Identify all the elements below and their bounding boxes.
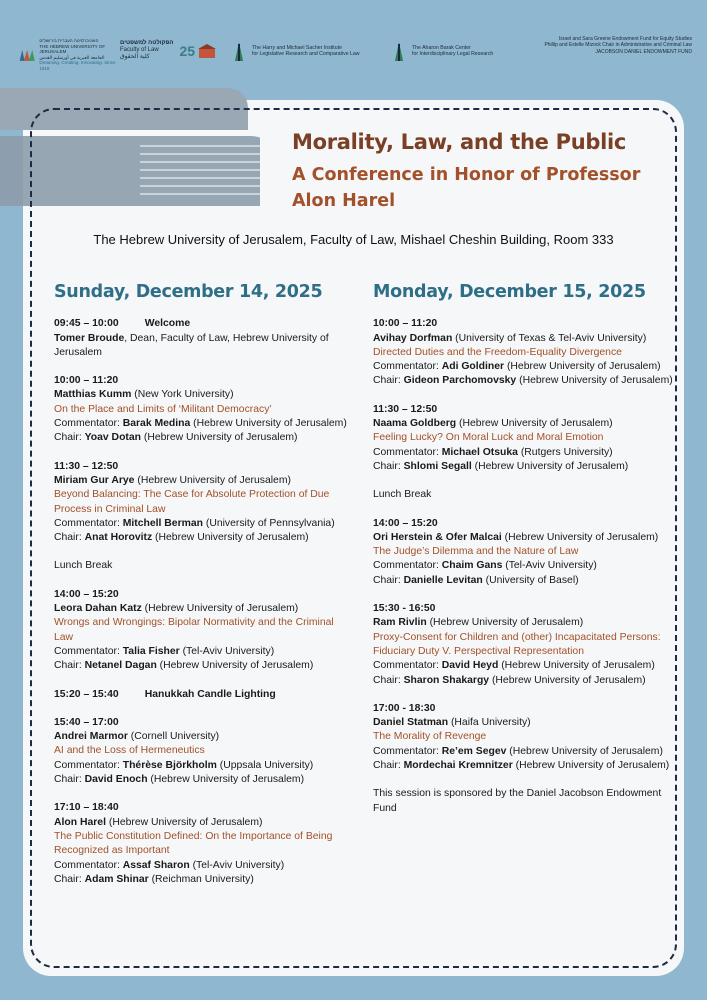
day-column-monday <box>373 282 673 830</box>
commentator-line <box>373 360 673 374</box>
talk-title: The Public Constitution Defined: On the Importance of Being Recognized as Important <box>54 830 333 857</box>
commentator-name: Re’em Segev <box>441 745 507 757</box>
commentator-name: Barak Medina <box>122 418 191 430</box>
chair-affiliation: (Hebrew University of Jerusalem) <box>141 432 298 444</box>
logo-line: האוניברסיטה העברית בירושלים <box>39 38 99 43</box>
session-block <box>54 801 354 887</box>
day-title: Monday, December 15, 2025 <box>373 282 646 302</box>
chair-name: Adam Shinar <box>84 873 149 885</box>
talk-title: Directed Duties and the Freedom-Equality Divergence <box>373 346 622 358</box>
center-emblem-icon <box>392 40 406 62</box>
commentator-label: Commentator: <box>54 759 123 771</box>
chair-affiliation: (Hebrew University of Jerusalem) <box>489 674 646 686</box>
logo-line: Phillip and Estelle Mizock Chair in Administrative and Criminal Law <box>544 42 692 49</box>
title-block <box>292 130 692 214</box>
venue: The Hebrew University of Jerusalem, Faculty of Law, Mishael Cheshin Building, Room 333 <box>93 232 614 247</box>
session-block <box>54 716 354 787</box>
chair-line <box>373 574 673 588</box>
session-block <box>54 460 354 546</box>
chair-label: Chair: <box>373 760 404 772</box>
time-range: 15:20 – 15:40 <box>54 688 119 700</box>
chair-line <box>373 374 673 388</box>
session-block <box>373 787 673 816</box>
chair-label: Chair: <box>54 660 85 672</box>
chair-line <box>54 659 354 673</box>
commentator-name: Adi Goldiner <box>441 361 505 373</box>
commentator-line <box>373 559 673 573</box>
day-column-sunday <box>54 282 354 901</box>
commentator-affiliation: (Tel-Aviv University) <box>189 859 285 871</box>
event-detail <box>54 332 354 361</box>
commentator-affiliation: (Uppsala University) <box>216 759 314 771</box>
institute-emblem-icon <box>232 40 246 62</box>
commentator-line <box>54 517 354 531</box>
building-icon <box>197 43 217 59</box>
commentator-affiliation: (Hebrew University of Jerusalem) <box>504 361 661 373</box>
talk-title: AI and the Loss of Hermeneutics <box>54 745 205 757</box>
commentator-name: Michael Otsuka <box>441 446 518 458</box>
commentator-line <box>54 759 354 773</box>
commentator-affiliation: (University of Pennsylvania) <box>202 517 335 529</box>
speaker-line <box>373 332 673 346</box>
speaker-line <box>54 602 354 616</box>
chair-affiliation: (Hebrew University of Jerusalem) <box>512 760 670 772</box>
speaker-name: Alon Harel <box>54 816 106 828</box>
speaker-affiliation: (Cornell University) <box>127 731 220 743</box>
event-name: Hanukkah Candle Lighting <box>144 688 276 700</box>
speaker-line <box>373 531 673 545</box>
sacher-institute-logo <box>232 40 382 62</box>
speaker-affiliation: (University of Texas & Tel-Aviv University) <box>452 332 647 344</box>
logo-line: THE HEBREW UNIVERSITY OF JERUSALEM <box>39 43 106 54</box>
logo-line: The Harry and Michael Sacher Institute <box>252 44 342 51</box>
session-time: 11:30 – 12:50 <box>373 403 438 415</box>
faculty-of-law-logo <box>120 40 220 61</box>
speaker-name: Avihay Dorfman <box>373 332 453 344</box>
commentator-label: Commentator: <box>373 745 442 757</box>
commentator-line <box>54 645 354 659</box>
commentator-line <box>54 859 354 873</box>
session-time: 11:30 – 12:50 <box>54 460 119 472</box>
header-logos <box>0 0 707 90</box>
logo-line: הפקולטה למשפטים <box>120 40 174 46</box>
session-time: 15:40 – 17:00 <box>54 716 119 728</box>
chair-name: Netanel Dagan <box>84 660 157 672</box>
commentator-affiliation: (Rutgers University) <box>517 446 613 458</box>
chair-name: Mordechai Kremnitzer <box>403 760 513 772</box>
chair-affiliation: (Hebrew University of Jerusalem) <box>147 774 305 786</box>
commentator-name: Thérèse Björkholm <box>122 759 217 771</box>
logo-line: The Aharon Barak Center <box>412 44 471 51</box>
subtitle-line-2: Alon Harel <box>292 191 396 211</box>
break-text: This session is sponsored by the Daniel Jacobson Endowment Fund <box>373 788 662 814</box>
session-block <box>373 702 673 773</box>
speaker-line <box>54 816 354 830</box>
commentator-line <box>54 417 354 431</box>
session-time: 10:00 – 11:20 <box>54 375 119 387</box>
session-time: 17:10 – 18:40 <box>54 802 119 814</box>
session-block <box>54 317 354 360</box>
logo-line: Faculty of Law <box>120 47 159 53</box>
chair-affiliation: (Hebrew University of Jerusalem) <box>152 532 309 544</box>
speaker-affiliation: (Haifa University) <box>448 717 531 729</box>
commentator-label: Commentator: <box>373 560 442 572</box>
commentator-name: David Heyd <box>441 660 499 672</box>
conference-title: Morality, Law, and the Public <box>292 130 627 154</box>
commentator-affiliation: (Tel-Aviv University) <box>179 645 275 657</box>
chair-line <box>54 873 354 887</box>
chair-label: Chair: <box>373 574 404 586</box>
session-block <box>373 517 673 588</box>
speaker-name: Tomer Broude <box>54 332 125 344</box>
break-text: Lunch Break <box>54 560 113 572</box>
session-block <box>54 374 354 445</box>
talk-title: Wrongs and Wrongings: Bipolar Normativity and the Criminal Law <box>54 617 334 643</box>
commentator-name: Mitchell Berman <box>122 517 203 529</box>
chair-affiliation: (Hebrew University of Jerusalem) <box>516 375 673 387</box>
break-text: Lunch Break <box>373 489 432 501</box>
speaker-affiliation: (New York University) <box>131 389 234 401</box>
barak-center-logo <box>392 40 512 62</box>
commentator-affiliation: (Hebrew University of Jerusalem) <box>498 660 655 672</box>
speaker-line <box>54 474 354 488</box>
commentator-label: Commentator: <box>373 361 442 373</box>
speaker-affiliation: (Hebrew University of Jerusalem) <box>105 816 263 828</box>
session-time: 10:00 – 11:20 <box>373 318 438 330</box>
chair-line <box>373 674 673 688</box>
talk-title: The Judge’s Dilemma and the Nature of Law <box>373 546 579 558</box>
chair-label: Chair: <box>54 873 85 885</box>
chair-name: Gideon Parchomovsky <box>403 375 517 387</box>
speaker-affiliation: (Hebrew University of Jerusalem) <box>426 617 584 629</box>
speaker-name: Daniel Statman <box>373 717 449 729</box>
hebrew-university-logo <box>18 38 118 71</box>
commentator-name: Chaim Gans <box>441 560 503 572</box>
chair-line <box>373 759 673 773</box>
session-time <box>54 317 354 331</box>
speaker-line <box>54 388 354 402</box>
speaker-name: Miriam Gur Arye <box>54 474 135 486</box>
chair-line <box>54 531 354 545</box>
subtitle-line-1: A Conference in Honor of Professor <box>292 165 641 185</box>
session-time: 15:30 - 16:50 <box>373 603 436 615</box>
chair-name: Yoav Dotan <box>84 432 141 444</box>
speaker-name: Ori Herstein & Ofer Malcai <box>373 531 502 543</box>
commentator-label: Commentator: <box>373 446 442 458</box>
chair-label: Chair: <box>54 432 85 444</box>
session-block <box>373 317 673 388</box>
event-name: Welcome <box>144 318 191 330</box>
time-range: 09:45 – 10:00 <box>54 318 119 330</box>
logo-line: كلية الحقوق <box>120 54 150 60</box>
speaker-name: Leora Dahan Katz <box>54 603 142 615</box>
chair-affiliation: (Hebrew University of Jerusalem) <box>156 660 314 672</box>
commentator-affiliation: (Tel-Aviv University) <box>502 560 597 572</box>
speaker-line <box>373 716 673 730</box>
chair-label: Chair: <box>373 460 404 472</box>
talk-title: Proxy-Consent for Children and (other) Incapacitated Persons: Fiduciary Duty V. Perspectival Representation <box>373 631 661 657</box>
speaker-line <box>54 730 354 744</box>
speaker-name: Naama Goldberg <box>373 418 457 430</box>
speaker-line <box>373 417 673 431</box>
logo-line: Israel and Sara Greene Endowment Fund for Equity Studies <box>558 36 692 42</box>
session-block <box>54 688 354 702</box>
commentator-label: Commentator: <box>54 859 123 871</box>
hebrew-university-emblem-icon <box>18 46 36 64</box>
chair-line <box>54 773 354 787</box>
commentator-name: Talia Fisher <box>122 645 180 657</box>
chair-name: David Enoch <box>84 774 148 786</box>
commentator-line <box>373 659 673 673</box>
chair-affiliation: (Hebrew University of Jerusalem) <box>471 460 629 472</box>
speaker-name: Matthias Kumm <box>54 389 132 401</box>
decorative-book-icon <box>0 88 260 218</box>
speaker-role: , Dean, Faculty of Law, Hebrew University of Jerusalem <box>54 332 329 358</box>
session-time: 14:00 – 15:20 <box>54 588 119 600</box>
session-block <box>54 588 354 674</box>
speaker-line <box>373 616 673 630</box>
chair-line <box>54 431 354 445</box>
session-time <box>54 688 354 702</box>
speaker-name: Andrei Marmor <box>54 731 128 743</box>
chair-label: Chair: <box>373 674 404 686</box>
session-time: 14:00 – 15:20 <box>373 517 438 529</box>
anniversary-badge: 25 <box>179 42 196 59</box>
day-title: Sunday, December 14, 2025 <box>54 282 323 302</box>
logo-line: JACOBSON DANIEL ENDOWMENT FUND <box>595 48 692 55</box>
chair-affiliation: (Reichman University) <box>148 873 254 885</box>
endowment-fund-text <box>532 36 692 55</box>
logo-line: Dreaming. Creating. Innovating. Since 1918 <box>39 60 116 71</box>
speaker-affiliation: (Hebrew University of Jerusalem) <box>501 531 659 543</box>
session-block <box>54 559 354 573</box>
chair-label: Chair: <box>54 532 85 544</box>
speaker-affiliation: (Hebrew University of Jerusalem) <box>456 418 613 430</box>
talk-title: On the Place and Limits of ‘Militant Democracy’ <box>54 403 272 415</box>
talk-title: The Morality of Revenge <box>373 731 487 743</box>
logo-line: الجامعة العبرية في أورشليم القدس <box>39 54 105 60</box>
chair-name: Danielle Levitan <box>403 574 483 586</box>
session-block <box>373 488 673 502</box>
speaker-affiliation: (Hebrew University of Jerusalem) <box>134 474 291 486</box>
commentator-affiliation: (Hebrew University of Jerusalem) <box>506 745 663 757</box>
logo-line: for Legislative Research and Comparative Law <box>252 51 360 57</box>
commentator-line <box>373 745 673 759</box>
chair-name: Anat Horovitz <box>84 532 153 544</box>
speaker-affiliation: (Hebrew University of Jerusalem) <box>141 603 299 615</box>
session-time: 17:00 - 18:30 <box>373 702 436 714</box>
commentator-line <box>373 446 673 460</box>
commentator-label: Commentator: <box>54 517 123 529</box>
commentator-affiliation: (Hebrew University of Jerusalem) <box>190 418 347 430</box>
talk-title: Feeling Lucky? On Moral Luck and Moral Emotion <box>373 432 604 444</box>
chair-name: Shlomi Segall <box>403 460 472 472</box>
chair-line <box>373 460 673 474</box>
commentator-name: Assaf Sharon <box>122 859 190 871</box>
logo-line: for Interdisciplinary Legal Research <box>412 51 494 57</box>
talk-title: Beyond Balancing: The Case for Absolute Protection of Due Process in Criminal Law <box>54 489 330 515</box>
commentator-label: Commentator: <box>373 660 442 672</box>
commentator-label: Commentator: <box>54 418 123 430</box>
chair-label: Chair: <box>54 774 85 786</box>
chair-label: Chair: <box>373 375 404 387</box>
chair-name: Sharon Shakargy <box>403 674 490 686</box>
commentator-label: Commentator: <box>54 645 123 657</box>
speaker-name: Ram Rivlin <box>373 617 427 629</box>
conference-subtitle <box>292 162 692 214</box>
session-block <box>373 403 673 474</box>
chair-affiliation: (University of Basel) <box>482 574 579 586</box>
session-block <box>373 602 673 688</box>
